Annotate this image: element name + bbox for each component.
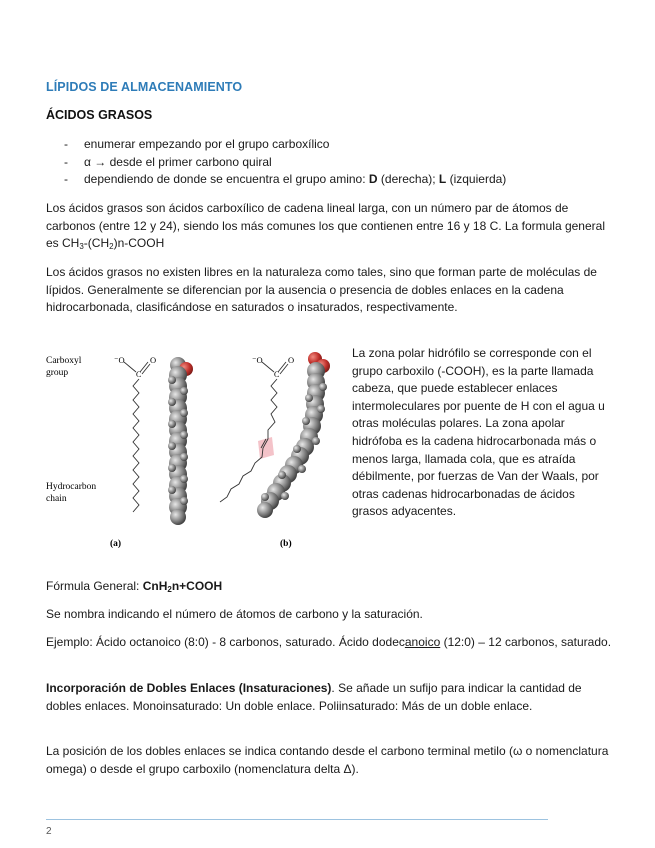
paragraph-naming: Se nombra indicando el número de átomos de carbono y la saturación. bbox=[46, 607, 423, 621]
bullet-bold-l: L bbox=[438, 172, 447, 186]
bullet-text: dependiendo de donde se encuentra el grupo amino: bbox=[84, 172, 369, 186]
list-item bbox=[64, 171, 506, 189]
label-hydrocarbon: Hydrocarbon bbox=[46, 482, 97, 492]
label-carboxyl-group: group bbox=[46, 368, 69, 378]
oxygen-a: O bbox=[150, 355, 157, 365]
caption-a: (a) bbox=[110, 539, 122, 549]
carbon-b: C bbox=[274, 370, 280, 379]
para1-text: )n-COOH bbox=[113, 236, 165, 250]
page-number: 2 bbox=[46, 826, 52, 837]
para1-text: Los ácidos grasos son ácidos carboxílico de cadena lineal larga, con un número par de átomos de carbonos (entre 12 y 24), siendo los más comunes los que contienen entre 16 y 18 C. La formula general es CH bbox=[46, 201, 605, 250]
oxygen-minus-a: ⁻O bbox=[114, 355, 125, 365]
subtitle: ÁCIDOS GRASOS bbox=[46, 108, 153, 122]
bullet-text: enumerar empezando por el grupo carboxílico bbox=[84, 137, 330, 151]
paragraph-definition bbox=[46, 200, 612, 256]
label-chain: chain bbox=[46, 494, 67, 504]
list-item bbox=[64, 154, 506, 172]
bullet-dash: - bbox=[64, 154, 68, 169]
saturated-chain-a bbox=[133, 379, 139, 512]
general-formula bbox=[46, 578, 612, 599]
example-text: (12:0) – 12 carbonos, saturado. bbox=[440, 635, 612, 649]
double-bond-highlight bbox=[258, 437, 274, 459]
carbon-a: C bbox=[136, 370, 142, 379]
formula-bold: CnH bbox=[142, 579, 168, 593]
space-filling-model-a bbox=[168, 357, 193, 525]
bullet-list bbox=[64, 136, 506, 189]
para1-sub: 2 bbox=[109, 242, 114, 251]
paragraph-double-bonds bbox=[46, 680, 612, 715]
para1-sub: 3 bbox=[79, 242, 84, 251]
label-carboxyl: Carboxyl bbox=[46, 356, 82, 366]
double-bonds-heading: Incorporación de Dobles Enlaces (Insaturaciones) bbox=[46, 681, 332, 695]
oxygen-minus-b: ⁻O bbox=[252, 355, 263, 365]
section-title: LÍPIDOS DE ALMACENAMIENTO bbox=[46, 80, 243, 94]
formula-bold: n+COOH bbox=[171, 579, 223, 593]
bullet-dash: - bbox=[64, 172, 68, 186]
bullet-text: α → desde el primer carbono quiral bbox=[84, 154, 272, 169]
bullet-text: (izquierda) bbox=[446, 172, 507, 186]
example-underlined: anoico bbox=[404, 635, 441, 649]
bullet-bold-d: D bbox=[368, 172, 378, 186]
formula-prefix: Fórmula General: bbox=[46, 579, 143, 593]
footer-divider bbox=[46, 819, 548, 820]
paragraph-classification: Los ácidos grasos no existen libres en la naturaleza como tales, sino que forman parte de moléculas de lípidos. Generalmente se diferencian por la ausencia o presencia de dobles enlaces en la cadena hidrocarbonada, clasificándose en saturados o insaturados, respectivamente. bbox=[46, 265, 597, 314]
paragraph-position: La posición de los dobles enlaces se indica contando desde el carbono terminal metilo (ω o nomenclatura omega) o desde el grupo carboxilo (nomenclatura delta Δ). bbox=[46, 744, 609, 776]
figure-description: La zona polar hidrófilo se corresponde con el grupo carboxilo (-COOH), es la parte llamada cabeza, que puede establecer enlaces intermoleculares por puente de H con el agua u otras moléculas polares. La zona apolar hidrófoba es la cadena hidrocarbonada más o menos larga, llamada cola, que es atraída débilmente, por fuerzas de Van der Waals, por otras cadenas hidrocarbonadas de ácidos grasos adyacentes. bbox=[352, 346, 605, 519]
double-bonds-text: . Se añade un sufijo para indicar la cantidad de dobles enlaces. Monoinsaturado: Un doble enlace. Poliinsaturado: Más de un doble enlace. bbox=[46, 681, 582, 713]
caption-b: (b) bbox=[280, 539, 292, 549]
bullet-text: (derecha); bbox=[377, 172, 439, 186]
list-item bbox=[64, 136, 506, 154]
example-text: Ejemplo: Ácido octanoico (8:0) - 8 carbonos, saturado. Ácido dodec bbox=[46, 635, 405, 649]
paragraph-example bbox=[46, 634, 612, 652]
fatty-acid-figure bbox=[44, 345, 344, 560]
formula-sub: 2 bbox=[167, 585, 172, 594]
para1-text: -(CH bbox=[83, 236, 110, 250]
bullet-dash: - bbox=[64, 137, 68, 151]
oxygen-b: O bbox=[288, 355, 295, 365]
